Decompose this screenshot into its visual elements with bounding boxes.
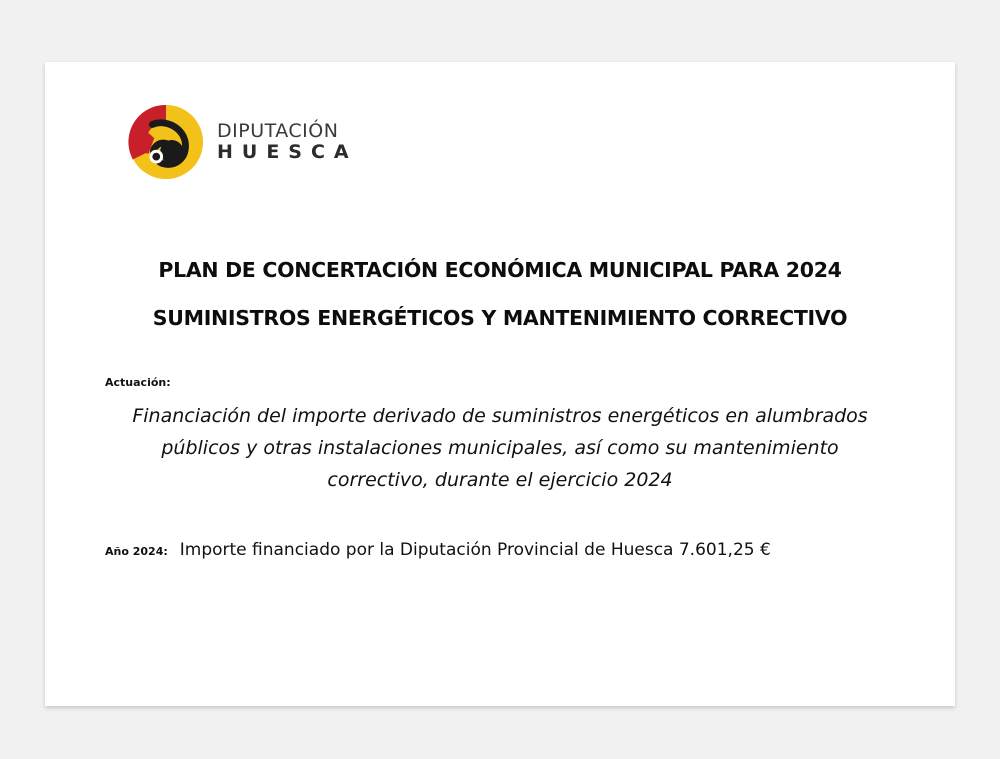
diputacion-emblem-icon	[127, 103, 205, 181]
logo-text-huesca: HUESCA	[217, 141, 358, 163]
description-line: públicos y otras instalaciones municipales, así como su mantenimiento	[161, 437, 839, 459]
description-line: correctivo, durante el ejercicio 2024	[327, 469, 673, 491]
actuacion-label: Actuación:	[105, 376, 171, 389]
diputacion-logo	[127, 103, 358, 181]
logo-text-diputacion: DIPUTACIÓN	[217, 120, 339, 142]
year-label: Año 2024:	[105, 545, 168, 558]
actuacion-description	[105, 400, 895, 496]
funding-amount-text: Importe financiado por la Diputación Provincial de Huesca 7.601,25 €	[179, 540, 771, 560]
document-title-line-2: SUMINISTROS ENERGÉTICOS Y MANTENIMIENTO CORRECTIVO	[152, 306, 848, 330]
document-page	[45, 62, 955, 706]
document-title-line-1: PLAN DE CONCERTACIÓN ECONÓMICA MUNICIPAL PARA 2024	[158, 258, 842, 282]
description-line: Financiación del importe derivado de suministros energéticos en alumbrados	[132, 405, 868, 427]
year-funding-row	[105, 540, 771, 560]
